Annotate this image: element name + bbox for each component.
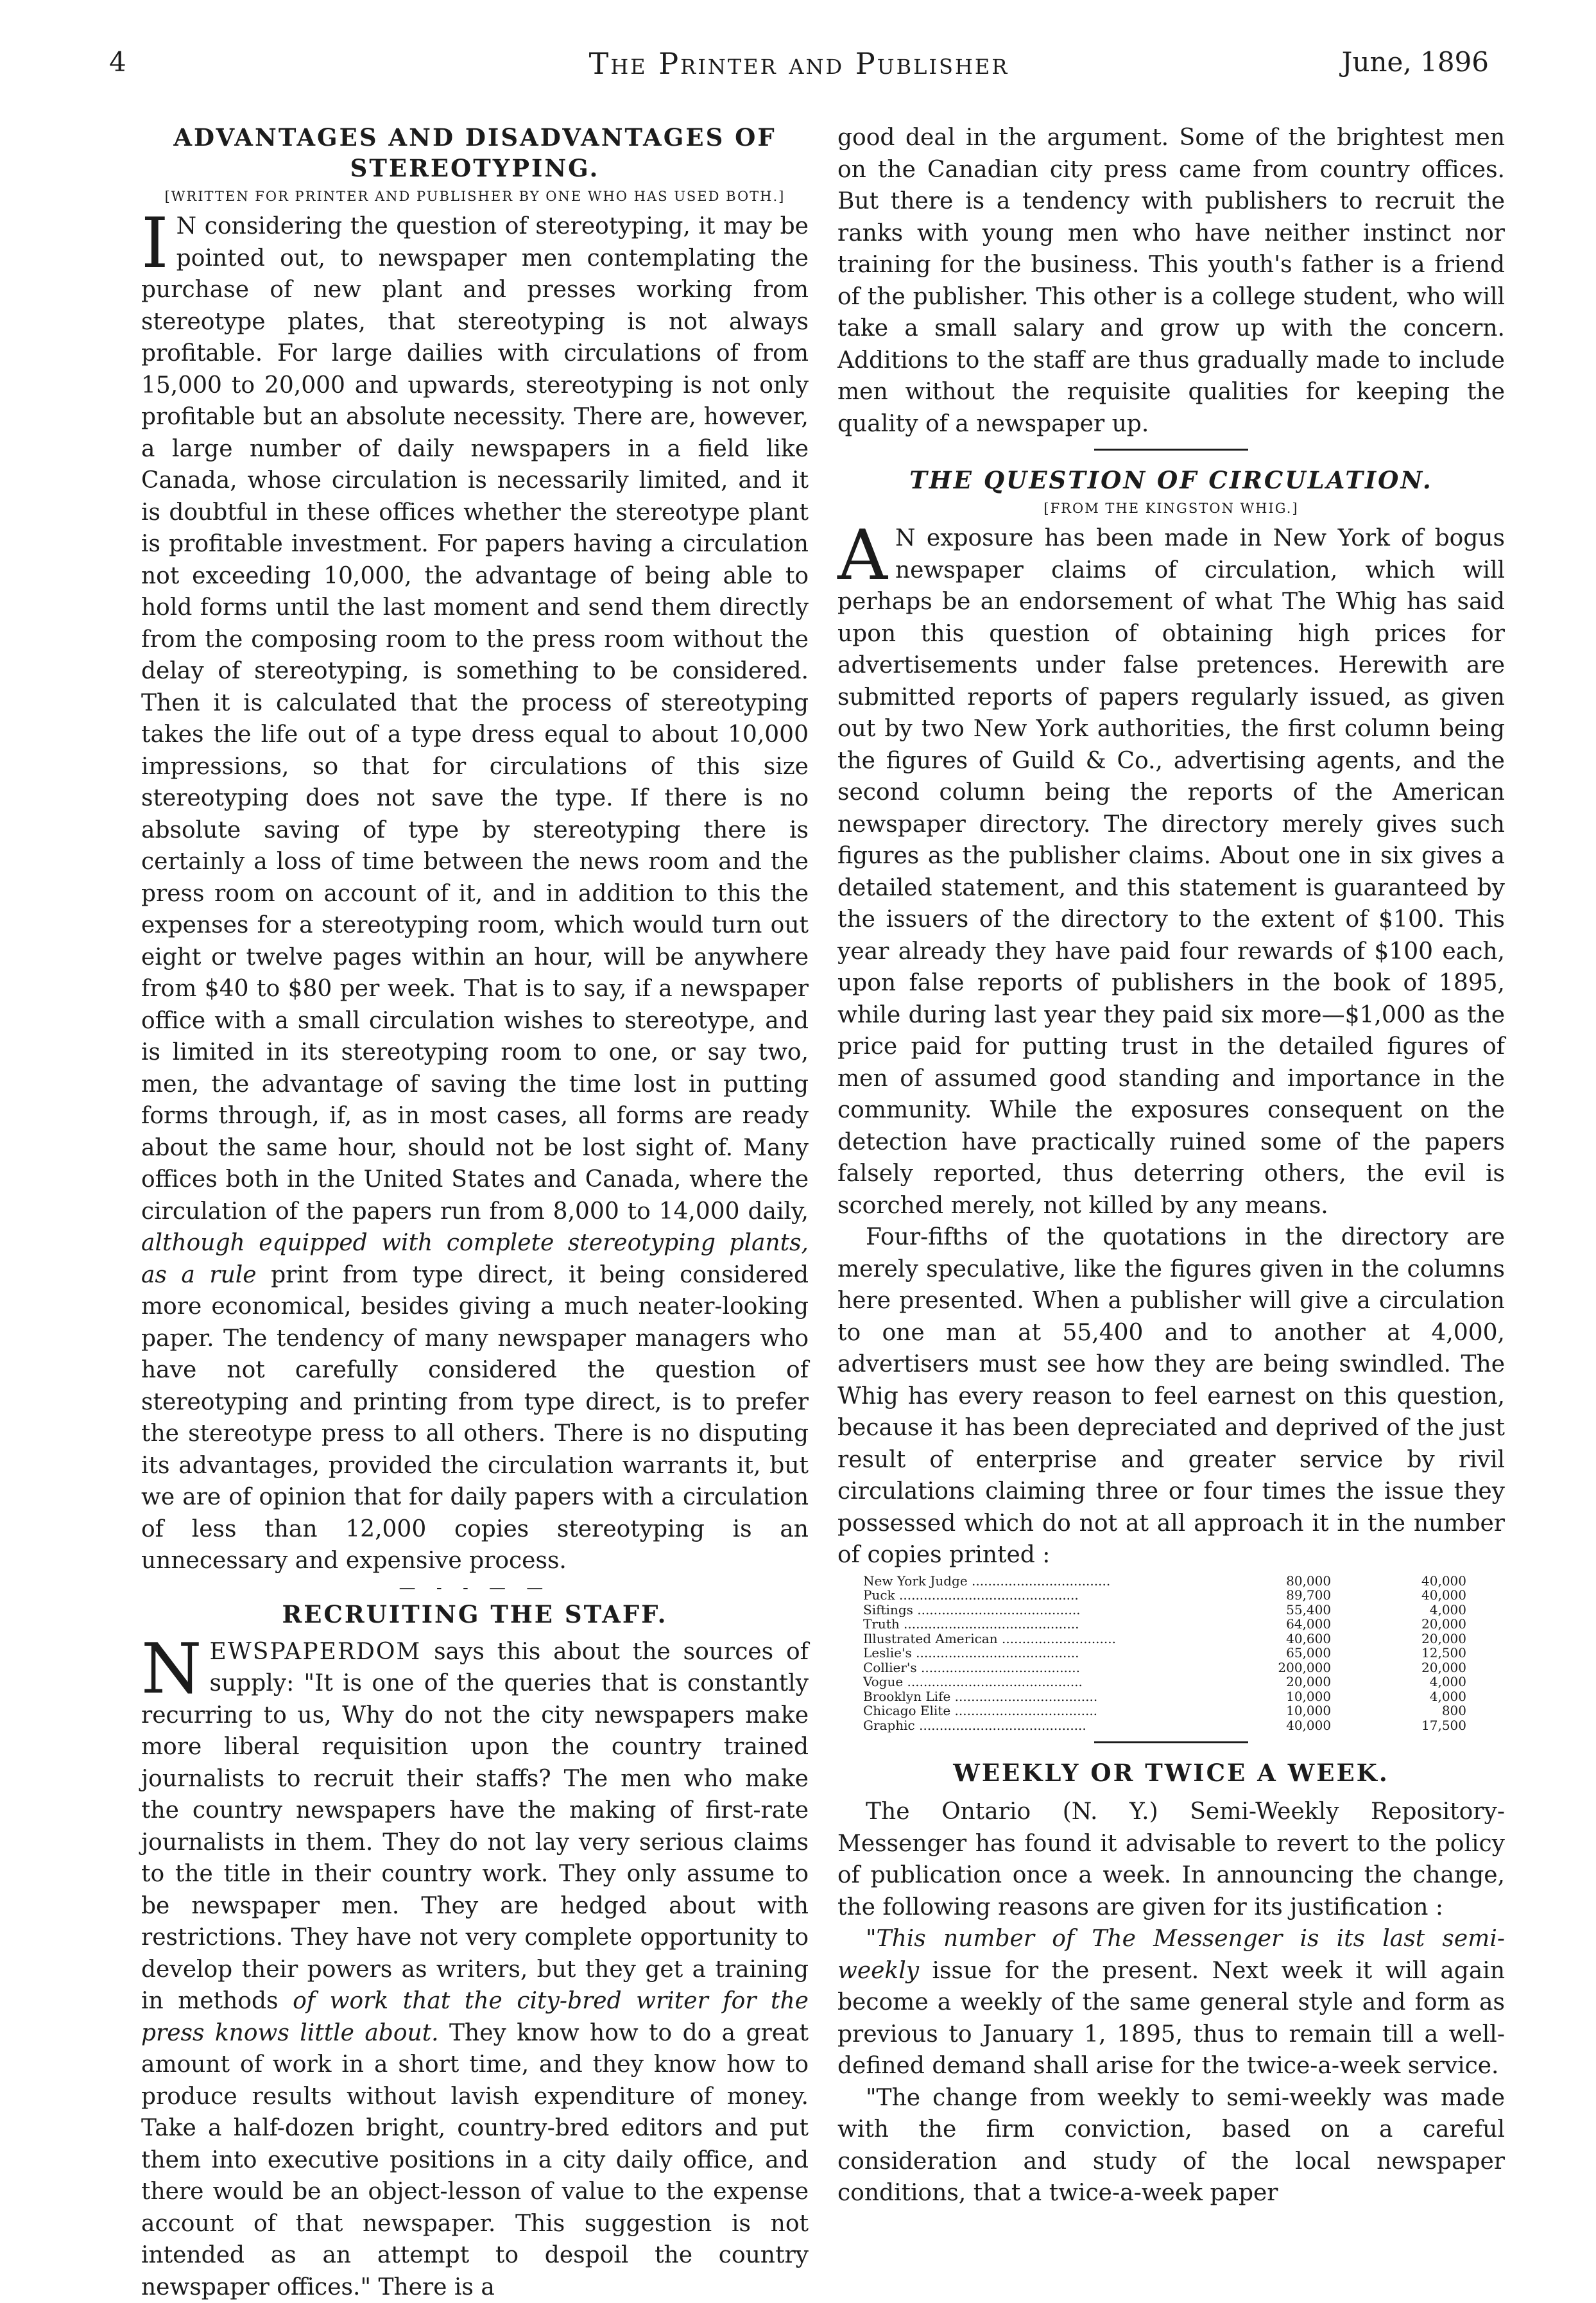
table-row [863,1588,1505,1603]
issue-date: June, 1896 [1342,46,1489,78]
paper-name: Collier's ....................................... [863,1660,1232,1675]
italic-text: of work that the city-bred writer for the press knows little about. [141,1988,809,2046]
paragraph-text: issue for the present. Next week it will again become a weekly of the same general style and form as previous to January 1, 1895, thus to remain till a well-defined demand shall arise for the twice-a-week service. [837,1958,1505,2080]
table-row [863,1632,1505,1646]
italic-text: although equipped with complete stereotyping plants, as a rule [141,1230,809,1288]
table-row [863,1617,1505,1632]
guild-figure: 40,600 [1232,1632,1369,1646]
paragraph-text: exposure has been made in New York of bogus newspaper claims of circulation, which will perhaps be an endorsement of what The Whig has said upon this question of obtaining high prices for advertisements under false pretences. Herewith are submitted reports of papers regularly issued, as given out by two New York authorities, the first column being the figures of Guild & Co., advertising agents, and the second column being the reports of the American newspaper directory. The directory merely gives such figures as the publisher claims. About one in six gives a detailed statement, and this statement is guaranteed by the issuers of the directory to the extent of $100. This year already they have paid four rewards of $100 each, upon false reports of publishers in the book of 1895, while during last year they paid six more—$1,000 as the price paid for putting trust in the detailed figures of men of assumed good standing and importance in the community. While the exposures consequent on the detection have practically ruined some of the papers falsely reported, thus deterring others, the evil is scorched merely, not killed by any means. [837,525,1505,1219]
paper-name: Leslie's ........................................ [863,1646,1232,1660]
paper-name: Brooklyn Life ................................... [863,1689,1232,1704]
paragraph-text: They know how to do a great amount of work in a short time, and they know how to produce results without lavish expenditure of money. Take a half-dozen bright, country-bred editors and put them into executive positions in a city daily office, and there would be an object-lesson of value to the expense account of that newspaper. This suggestion is not intended as an attempt to despoil the country newspaper offices." There is a [141,2020,809,2300]
section-rule [1094,1741,1248,1743]
guild-figure: 40,000 [1232,1718,1369,1733]
lead-word: N [895,525,916,551]
guild-figure: 10,000 [1232,1689,1369,1704]
article-recruiting [141,1599,809,2303]
article-byline: [WRITTEN FOR PRINTER AND PUBLISHER BY ONE WHO HAS USED BOTH.] [141,189,809,204]
guild-figure: 64,000 [1232,1617,1369,1632]
table-row [863,1675,1505,1689]
paragraph-text: says this about the sources of supply: "It is one of the queries that is constantly recurring to us, Why do not the city newspapers make more liberal requisition upon the country trained journalists to recruit their staffs? The men who make the country newspapers have the making of first-rate journalists in them. They do not lay very serious claims to the title in their country work. They only assume to be newspaper men. They are hedged about with restrictions. They have not very complete opportunity to develop their powers as writers, but they get a training in methods [141,1639,809,2015]
article-paragraph [837,1923,1505,2082]
drop-cap: A [837,522,895,584]
article-paragraph: Four-fifths of the quotations in the directory are merely speculative, like the figures given in the columns here presented. When a publisher will give a circulation to one man at 55,400 and to another at 4,000, advertisers must see how they are being swindled. The Whig has every reason to feel earnest on this question, because it has been depreciated and deprived of the just result of enterprise and greater service by rivil circulations claiming three or four times the issue they possessed which do not at all approach it in the number of copies printed : [837,1221,1505,1571]
paragraph-text: considering the question of stereotyping, it may be pointed out, to newspaper men contemplating the purchase of new plant and presses working from stereotype plates, that stereotyping is not always profitable. For large dailies with circulations of from 15,000 to 20,000 and upwards, stereotyping is not only profitable but an absolute necessity. There are, however, a large number of daily newspapers in a field like Canada, whose circulation is necessarily limited, and it is doubtful in these offices whether the stereotype plant is profitable investment. For papers having a circulation not exceeding 10,000, the advantage of being able to hold forms until the last moment and send them directly from the composing room to the press room without the delay of stereotyping, is something to be considered. Then it is calculated that the process of stereotyping takes the life out of a type dress equal to about 10,000 impressions, so that for circulations of this size stereotyping does not save the type. If there is no absolute saving of type by stereotyping there is certainly a loss of time between the news room and the press room on account of it, and in addition to this the expenses for a stereotyping room, which would turn out eight or twelve pages within an hour, will be anywhere from $40 to $80 per week. That is to say, if a newspaper office with a small circulation wishes to stereotype, and is limited in its stereotyping room to one, or say two, men, the advantage of saving the time lost in putting forms through, if, as in most cases, all forms are ready about the same hour, should not be lost sight of. Many offices both in the United States and Canada, where the circulation of the papers run from 8,000 to 14,000 daily, [141,213,809,1225]
article-heading: WEEKLY OR TWICE A WEEK. [837,1757,1505,1788]
guild-figure: 10,000 [1232,1704,1369,1718]
table-row [863,1660,1505,1675]
table-row [863,1574,1505,1589]
lead-word: N [176,213,197,239]
drop-cap: I [141,211,176,272]
drop-cap: N [141,1636,210,1698]
table-row [863,1689,1505,1704]
guild-figure: 65,000 [1232,1646,1369,1660]
directory-figure: 12,500 [1369,1646,1505,1660]
article-weekly [837,1757,1505,2209]
article-paragraph: The Ontario (N. Y.) Semi-Weekly Repository-Messenger has found it advisable to revert to the policy of publication once a week. In announcing the change, the following reasons are given for its justification : [837,1796,1505,1923]
directory-figure: 4,000 [1369,1675,1505,1689]
guild-figure: 80,000 [1232,1574,1369,1589]
table-row [863,1646,1505,1660]
article-circulation [837,465,1505,1732]
publication-title: The Printer and Publisher [109,46,1489,81]
guild-figure: 89,700 [1232,1588,1369,1603]
paragraph-text: print from type direct, it being considered more economical, besides giving a much neater-looking paper. The tendency of many newspaper managers who have not carefully considered the question of stereotyping and printing from type direct, is to prefer the stereotype press to all others. There is no disputing its advantages, provided the circulation warrants it, but we are of opinion that for daily papers with a circulation of less than 12,000 copies stereotyping is an unnecessary and expensive process. [141,1262,809,1574]
directory-figure: 20,000 [1369,1617,1505,1632]
page-number: 4 [109,46,126,78]
article-paragraph: "The change from weekly to semi-weekly was made with the firm conviction, based on a careful consideration and study of the local newspaper conditions, that a twice-a-week paper [837,2082,1505,2209]
directory-figure: 40,000 [1369,1574,1505,1589]
directory-figure: 4,000 [1369,1603,1505,1617]
guild-figure: 55,400 [1232,1603,1369,1617]
article-paragraph [141,1636,809,2303]
directory-figure: 20,000 [1369,1660,1505,1675]
table-row [863,1603,1505,1617]
directory-figure: 17,500 [1369,1718,1505,1733]
directory-figure: 20,000 [1369,1632,1505,1646]
right-column [837,122,1505,2209]
paper-name: Puck ............................................ [863,1588,1232,1603]
paper-name: Vogue ........................................... [863,1675,1232,1689]
left-column [141,122,809,2303]
paper-name: Siftings ........................................ [863,1603,1232,1617]
directory-figure: 800 [1369,1704,1505,1718]
guild-figure: 200,000 [1232,1660,1369,1675]
page-header [109,46,1489,91]
article-heading: THE QUESTION OF CIRCULATION. [837,465,1505,496]
article-paragraph [837,522,1505,1221]
article-heading: RECRUITING THE STAFF. [141,1599,809,1630]
italic-text: "This number of The Messenger is its last semi-weekly [837,1926,1505,1984]
lead-word: EWSPAPERDOM [210,1639,422,1665]
directory-figure: 40,000 [1369,1588,1505,1603]
section-separator: — - - — — [141,1577,809,1599]
paper-name: Graphic ......................................... [863,1718,1232,1733]
article-paragraph [141,211,809,1577]
directory-figure: 4,000 [1369,1689,1505,1704]
article-heading: ADVANTAGES AND DISADVANTAGES OF STEREOTYPING. [141,122,809,184]
article-stereotyping [141,122,809,1577]
article-byline: [FROM THE KINGSTON WHIG.] [837,501,1505,516]
circulation-table [863,1574,1505,1733]
table-row [863,1704,1505,1718]
paper-name: Truth ........................................... [863,1617,1232,1632]
article-continuation: good deal in the argument. Some of the brightest men on the Canadian city press came from country offices. But there is a tendency with publishers to recruit the ranks with young men who have neither instinct nor training for the business. This youth's father is a friend of the publisher. This other is a college student, who will take a small salary and grow up with the concern. Additions to the staff are thus gradually made to include men without the requisite qualities for keeping the quality of a newspaper up. [837,122,1505,440]
paper-name: New York Judge .................................. [863,1574,1232,1589]
paper-name: Chicago Elite ................................... [863,1704,1232,1718]
table-row [863,1718,1505,1733]
section-rule [1094,449,1248,451]
paper-name: Illustrated American ............................ [863,1632,1232,1646]
guild-figure: 20,000 [1232,1675,1369,1689]
